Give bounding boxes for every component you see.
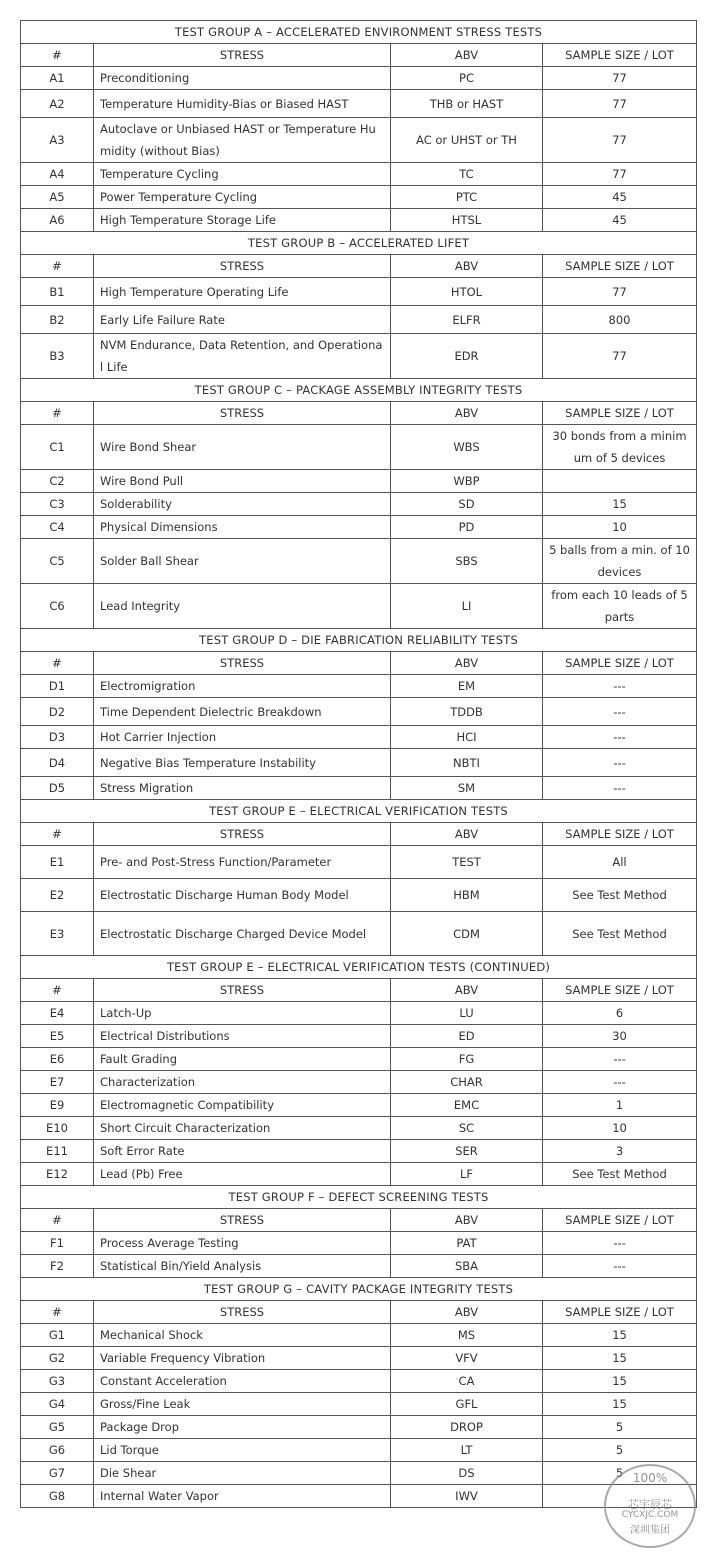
header-abv: ABV bbox=[391, 823, 543, 846]
cell-abv: CHAR bbox=[391, 1071, 543, 1094]
header-num: # bbox=[21, 44, 94, 67]
table-row bbox=[21, 1140, 697, 1163]
cell-sample: See Test Method bbox=[543, 1163, 697, 1186]
table-row bbox=[21, 278, 697, 306]
cell-num: G5 bbox=[21, 1416, 94, 1439]
header-abv: ABV bbox=[391, 1301, 543, 1324]
cell-sample: 15 bbox=[543, 1370, 697, 1393]
cell-stress: Early Life Failure Rate bbox=[94, 306, 391, 334]
table-row bbox=[21, 1002, 697, 1025]
header-num: # bbox=[21, 1209, 94, 1232]
table-row bbox=[21, 1347, 697, 1370]
cell-sample: 6 bbox=[543, 1002, 697, 1025]
cell-sample: 5 bbox=[543, 1439, 697, 1462]
cell-num: F1 bbox=[21, 1232, 94, 1255]
cell-abv: DS bbox=[391, 1462, 543, 1485]
cell-sample: 77 bbox=[543, 163, 697, 186]
cell-abv: HTOL bbox=[391, 278, 543, 306]
cell-abv: CDM bbox=[391, 912, 543, 956]
group-title-row bbox=[21, 800, 697, 823]
cell-sample: 30 bonds from a minimum of 5 devices bbox=[543, 425, 697, 470]
group-title-row bbox=[21, 1186, 697, 1209]
table-row bbox=[21, 186, 697, 209]
table-row bbox=[21, 425, 697, 470]
cell-abv: SBS bbox=[391, 539, 543, 584]
cell-stress: Hot Carrier Injection bbox=[94, 726, 391, 749]
cell-stress: Mechanical Shock bbox=[94, 1324, 391, 1347]
table-row bbox=[21, 1232, 697, 1255]
cell-abv: PD bbox=[391, 516, 543, 539]
cell-abv: CA bbox=[391, 1370, 543, 1393]
group-title-row bbox=[21, 232, 697, 255]
cell-sample: 800 bbox=[543, 306, 697, 334]
watermark-line-3: 深圳集团 bbox=[630, 1525, 670, 1536]
table-row bbox=[21, 539, 697, 584]
cell-stress: Electromigration bbox=[94, 675, 391, 698]
table-row bbox=[21, 1485, 697, 1508]
qualification-test-table-body bbox=[21, 21, 697, 1508]
header-stress: STRESS bbox=[94, 255, 391, 278]
cell-stress: Physical Dimensions bbox=[94, 516, 391, 539]
cell-stress: Negative Bias Temperature Instability bbox=[94, 749, 391, 777]
header-stress: STRESS bbox=[94, 1209, 391, 1232]
header-abv: ABV bbox=[391, 979, 543, 1002]
cell-stress: Electrical Distributions bbox=[94, 1025, 391, 1048]
cell-sample: from each 10 leads of 5 parts bbox=[543, 584, 697, 629]
cell-abv: TEST bbox=[391, 846, 543, 879]
cell-stress: Internal Water Vapor bbox=[94, 1485, 391, 1508]
cell-num: D2 bbox=[21, 698, 94, 726]
cell-abv: HCI bbox=[391, 726, 543, 749]
cell-stress: Characterization bbox=[94, 1071, 391, 1094]
cell-sample: 45 bbox=[543, 186, 697, 209]
cell-abv: TC bbox=[391, 163, 543, 186]
header-sample: SAMPLE SIZE / LOT bbox=[543, 652, 697, 675]
cell-stress: NVM Endurance, Data Retention, and Operational Life bbox=[94, 334, 391, 379]
cell-stress: Gross/Fine Leak bbox=[94, 1393, 391, 1416]
group-title: TEST GROUP E – ELECTRICAL VERIFICATION TESTS (CONTINUED) bbox=[21, 956, 697, 979]
group-title-row bbox=[21, 379, 697, 402]
group-title: TEST GROUP F – DEFECT SCREENING TESTS bbox=[21, 1186, 697, 1209]
cell-num: A5 bbox=[21, 186, 94, 209]
cell-sample: --- bbox=[543, 1255, 697, 1278]
cell-stress: Process Average Testing bbox=[94, 1232, 391, 1255]
header-sample: SAMPLE SIZE / LOT bbox=[543, 823, 697, 846]
column-header-row bbox=[21, 1301, 697, 1324]
header-abv: ABV bbox=[391, 652, 543, 675]
cell-stress: Package Drop bbox=[94, 1416, 391, 1439]
header-sample: SAMPLE SIZE / LOT bbox=[543, 402, 697, 425]
cell-abv: SBA bbox=[391, 1255, 543, 1278]
cell-sample: 5 balls from a min. of 10 devices bbox=[543, 539, 697, 584]
cell-abv: EMC bbox=[391, 1094, 543, 1117]
cell-abv: HBM bbox=[391, 879, 543, 912]
table-row bbox=[21, 846, 697, 879]
cell-num: G7 bbox=[21, 1462, 94, 1485]
watermark-line-1: 芯宇辰芯 bbox=[628, 1498, 672, 1511]
cell-num: C1 bbox=[21, 425, 94, 470]
qualification-test-table bbox=[20, 20, 697, 1508]
header-abv: ABV bbox=[391, 1209, 543, 1232]
cell-sample: See Test Method bbox=[543, 879, 697, 912]
cell-sample: 45 bbox=[543, 209, 697, 232]
cell-sample: 77 bbox=[543, 334, 697, 379]
cell-stress: Power Temperature Cycling bbox=[94, 186, 391, 209]
column-header-row bbox=[21, 979, 697, 1002]
cell-stress: Die Shear bbox=[94, 1462, 391, 1485]
cell-sample bbox=[543, 1485, 697, 1508]
table-row bbox=[21, 749, 697, 777]
cell-sample: --- bbox=[543, 777, 697, 800]
group-title: TEST GROUP G – CAVITY PACKAGE INTEGRITY TESTS bbox=[21, 1278, 697, 1301]
cell-num: G6 bbox=[21, 1439, 94, 1462]
table-row bbox=[21, 1462, 697, 1485]
cell-sample: 10 bbox=[543, 1117, 697, 1140]
header-abv: ABV bbox=[391, 255, 543, 278]
cell-num: C6 bbox=[21, 584, 94, 629]
watermark-line-2: CYCXJC.COM bbox=[621, 1510, 679, 1520]
cell-stress: Variable Frequency Vibration bbox=[94, 1347, 391, 1370]
group-title: TEST GROUP B – ACCELERATED LIFET bbox=[21, 232, 697, 255]
table-row bbox=[21, 1094, 697, 1117]
cell-stress: Lid Torque bbox=[94, 1439, 391, 1462]
cell-abv: MS bbox=[391, 1324, 543, 1347]
cell-abv: PTC bbox=[391, 186, 543, 209]
cell-num: E2 bbox=[21, 879, 94, 912]
cell-stress: Wire Bond Shear bbox=[94, 425, 391, 470]
header-num: # bbox=[21, 402, 94, 425]
table-row bbox=[21, 118, 697, 163]
table-row bbox=[21, 1324, 697, 1347]
cell-sample: 77 bbox=[543, 118, 697, 163]
table-row bbox=[21, 675, 697, 698]
table-row bbox=[21, 1439, 697, 1462]
cell-num: D5 bbox=[21, 777, 94, 800]
cell-abv: SC bbox=[391, 1117, 543, 1140]
cell-sample: 15 bbox=[543, 1324, 697, 1347]
table-row bbox=[21, 777, 697, 800]
table-row bbox=[21, 493, 697, 516]
cell-num: B2 bbox=[21, 306, 94, 334]
cell-stress: Statistical Bin/Yield Analysis bbox=[94, 1255, 391, 1278]
cell-sample: 77 bbox=[543, 67, 697, 90]
cell-sample bbox=[543, 470, 697, 493]
cell-num: E5 bbox=[21, 1025, 94, 1048]
cell-abv: SER bbox=[391, 1140, 543, 1163]
cell-abv: IWV bbox=[391, 1485, 543, 1508]
cell-sample: 5 bbox=[543, 1462, 697, 1485]
column-header-row bbox=[21, 652, 697, 675]
table-row bbox=[21, 1416, 697, 1439]
table-row bbox=[21, 698, 697, 726]
cell-sample: See Test Method bbox=[543, 912, 697, 956]
cell-num: A2 bbox=[21, 90, 94, 118]
cell-stress: Electrostatic Discharge Charged Device Model bbox=[94, 912, 391, 956]
table-row bbox=[21, 1255, 697, 1278]
group-title-row bbox=[21, 1278, 697, 1301]
cell-num: G8 bbox=[21, 1485, 94, 1508]
header-num: # bbox=[21, 1301, 94, 1324]
table-row bbox=[21, 516, 697, 539]
cell-stress: Solder Ball Shear bbox=[94, 539, 391, 584]
table-row bbox=[21, 726, 697, 749]
cell-stress: Soft Error Rate bbox=[94, 1140, 391, 1163]
cell-stress: Lead Integrity bbox=[94, 584, 391, 629]
table-row bbox=[21, 584, 697, 629]
header-stress: STRESS bbox=[94, 44, 391, 67]
cell-sample: --- bbox=[543, 1071, 697, 1094]
cell-num: D1 bbox=[21, 675, 94, 698]
cell-stress: High Temperature Storage Life bbox=[94, 209, 391, 232]
table-row bbox=[21, 1163, 697, 1186]
cell-stress: Temperature Humidity-Bias or Biased HAST bbox=[94, 90, 391, 118]
cell-abv: SD bbox=[391, 493, 543, 516]
cell-stress: Pre- and Post-Stress Function/Parameter bbox=[94, 846, 391, 879]
cell-sample: 3 bbox=[543, 1140, 697, 1163]
header-abv: ABV bbox=[391, 402, 543, 425]
cell-abv: EDR bbox=[391, 334, 543, 379]
table-row bbox=[21, 1025, 697, 1048]
table-row bbox=[21, 90, 697, 118]
cell-sample: 1 bbox=[543, 1094, 697, 1117]
header-sample: SAMPLE SIZE / LOT bbox=[543, 979, 697, 1002]
cell-stress: Temperature Cycling bbox=[94, 163, 391, 186]
cell-abv: TDDB bbox=[391, 698, 543, 726]
cell-sample: All bbox=[543, 846, 697, 879]
cell-abv: PAT bbox=[391, 1232, 543, 1255]
cell-stress: Electrostatic Discharge Human Body Model bbox=[94, 879, 391, 912]
cell-sample: --- bbox=[543, 675, 697, 698]
cell-stress: Wire Bond Pull bbox=[94, 470, 391, 493]
column-header-row bbox=[21, 402, 697, 425]
cell-num: E11 bbox=[21, 1140, 94, 1163]
group-title: TEST GROUP C – PACKAGE ASSEMBLY INTEGRITY TESTS bbox=[21, 379, 697, 402]
cell-num: G2 bbox=[21, 1347, 94, 1370]
cell-abv: AC or UHST or TH bbox=[391, 118, 543, 163]
cell-stress: Lead (Pb) Free bbox=[94, 1163, 391, 1186]
header-num: # bbox=[21, 652, 94, 675]
cell-num: C3 bbox=[21, 493, 94, 516]
header-stress: STRESS bbox=[94, 979, 391, 1002]
cell-num: F2 bbox=[21, 1255, 94, 1278]
cell-sample: --- bbox=[543, 1048, 697, 1071]
cell-abv: GFL bbox=[391, 1393, 543, 1416]
cell-num: E9 bbox=[21, 1094, 94, 1117]
cell-num: C4 bbox=[21, 516, 94, 539]
cell-sample: 77 bbox=[543, 90, 697, 118]
table-row bbox=[21, 163, 697, 186]
table-row bbox=[21, 334, 697, 379]
column-header-row bbox=[21, 823, 697, 846]
table-row bbox=[21, 879, 697, 912]
cell-sample: 15 bbox=[543, 1347, 697, 1370]
header-sample: SAMPLE SIZE / LOT bbox=[543, 44, 697, 67]
cell-stress: Latch-Up bbox=[94, 1002, 391, 1025]
cell-abv: ED bbox=[391, 1025, 543, 1048]
column-header-row bbox=[21, 255, 697, 278]
cell-abv: WBP bbox=[391, 470, 543, 493]
group-title: TEST GROUP E – ELECTRICAL VERIFICATION TESTS bbox=[21, 800, 697, 823]
cell-abv: NBTI bbox=[391, 749, 543, 777]
header-stress: STRESS bbox=[94, 402, 391, 425]
header-sample: SAMPLE SIZE / LOT bbox=[543, 1301, 697, 1324]
cell-num: G1 bbox=[21, 1324, 94, 1347]
cell-num: E7 bbox=[21, 1071, 94, 1094]
cell-sample: 10 bbox=[543, 516, 697, 539]
group-title-row bbox=[21, 956, 697, 979]
cell-stress: Preconditioning bbox=[94, 67, 391, 90]
cell-abv: EM bbox=[391, 675, 543, 698]
header-sample: SAMPLE SIZE / LOT bbox=[543, 1209, 697, 1232]
cell-num: B1 bbox=[21, 278, 94, 306]
cell-stress: Fault Grading bbox=[94, 1048, 391, 1071]
cell-abv: VFV bbox=[391, 1347, 543, 1370]
table-row bbox=[21, 470, 697, 493]
cell-num: E6 bbox=[21, 1048, 94, 1071]
header-stress: STRESS bbox=[94, 823, 391, 846]
cell-num: B3 bbox=[21, 334, 94, 379]
table-row bbox=[21, 209, 697, 232]
cell-num: E4 bbox=[21, 1002, 94, 1025]
cell-num: E3 bbox=[21, 912, 94, 956]
cell-num: D4 bbox=[21, 749, 94, 777]
cell-sample: --- bbox=[543, 749, 697, 777]
cell-abv: FG bbox=[391, 1048, 543, 1071]
cell-sample: 77 bbox=[543, 278, 697, 306]
cell-stress: Stress Migration bbox=[94, 777, 391, 800]
cell-num: C5 bbox=[21, 539, 94, 584]
table-row bbox=[21, 912, 697, 956]
table-row bbox=[21, 67, 697, 90]
cell-num: A1 bbox=[21, 67, 94, 90]
cell-abv: HTSL bbox=[391, 209, 543, 232]
header-stress: STRESS bbox=[94, 652, 391, 675]
table-row bbox=[21, 306, 697, 334]
cell-sample: 15 bbox=[543, 1393, 697, 1416]
group-title: TEST GROUP A – ACCELERATED ENVIRONMENT STRESS TESTS bbox=[21, 21, 697, 44]
cell-stress: Solderability bbox=[94, 493, 391, 516]
cell-sample: --- bbox=[543, 726, 697, 749]
cell-stress: High Temperature Operating Life bbox=[94, 278, 391, 306]
cell-abv: DROP bbox=[391, 1416, 543, 1439]
table-row bbox=[21, 1117, 697, 1140]
cell-num: E1 bbox=[21, 846, 94, 879]
cell-stress: Constant Acceleration bbox=[94, 1370, 391, 1393]
cell-sample: --- bbox=[543, 1232, 697, 1255]
cell-sample: 30 bbox=[543, 1025, 697, 1048]
cell-num: E12 bbox=[21, 1163, 94, 1186]
cell-abv: LF bbox=[391, 1163, 543, 1186]
cell-abv: LI bbox=[391, 584, 543, 629]
cell-num: E10 bbox=[21, 1117, 94, 1140]
header-num: # bbox=[21, 255, 94, 278]
cell-abv: SM bbox=[391, 777, 543, 800]
cell-num: G4 bbox=[21, 1393, 94, 1416]
header-stress: STRESS bbox=[94, 1301, 391, 1324]
cell-abv: ELFR bbox=[391, 306, 543, 334]
cell-stress: Autoclave or Unbiased HAST or Temperature Humidity (without Bias) bbox=[94, 118, 391, 163]
header-abv: ABV bbox=[391, 44, 543, 67]
cell-abv: WBS bbox=[391, 425, 543, 470]
header-num: # bbox=[21, 979, 94, 1002]
column-header-row bbox=[21, 44, 697, 67]
cell-abv: LT bbox=[391, 1439, 543, 1462]
cell-abv: LU bbox=[391, 1002, 543, 1025]
cell-num: A6 bbox=[21, 209, 94, 232]
table-row bbox=[21, 1048, 697, 1071]
table-row bbox=[21, 1370, 697, 1393]
group-title-row bbox=[21, 629, 697, 652]
cell-sample: 5 bbox=[543, 1416, 697, 1439]
group-title: TEST GROUP D – DIE FABRICATION RELIABILITY TESTS bbox=[21, 629, 697, 652]
cell-num: G3 bbox=[21, 1370, 94, 1393]
header-num: # bbox=[21, 823, 94, 846]
cell-stress: Electromagnetic Compatibility bbox=[94, 1094, 391, 1117]
group-title-row bbox=[21, 21, 697, 44]
cell-num: A4 bbox=[21, 163, 94, 186]
column-header-row bbox=[21, 1209, 697, 1232]
table-row bbox=[21, 1393, 697, 1416]
watermark-percent: 100% bbox=[632, 1471, 668, 1485]
table-row bbox=[21, 1071, 697, 1094]
cell-sample: --- bbox=[543, 698, 697, 726]
cell-num: A3 bbox=[21, 118, 94, 163]
header-sample: SAMPLE SIZE / LOT bbox=[543, 255, 697, 278]
cell-abv: PC bbox=[391, 67, 543, 90]
cell-stress: Time Dependent Dielectric Breakdown bbox=[94, 698, 391, 726]
cell-num: D3 bbox=[21, 726, 94, 749]
cell-stress: Short Circuit Characterization bbox=[94, 1117, 391, 1140]
cell-sample: 15 bbox=[543, 493, 697, 516]
cell-abv: THB or HAST bbox=[391, 90, 543, 118]
cell-num: C2 bbox=[21, 470, 94, 493]
